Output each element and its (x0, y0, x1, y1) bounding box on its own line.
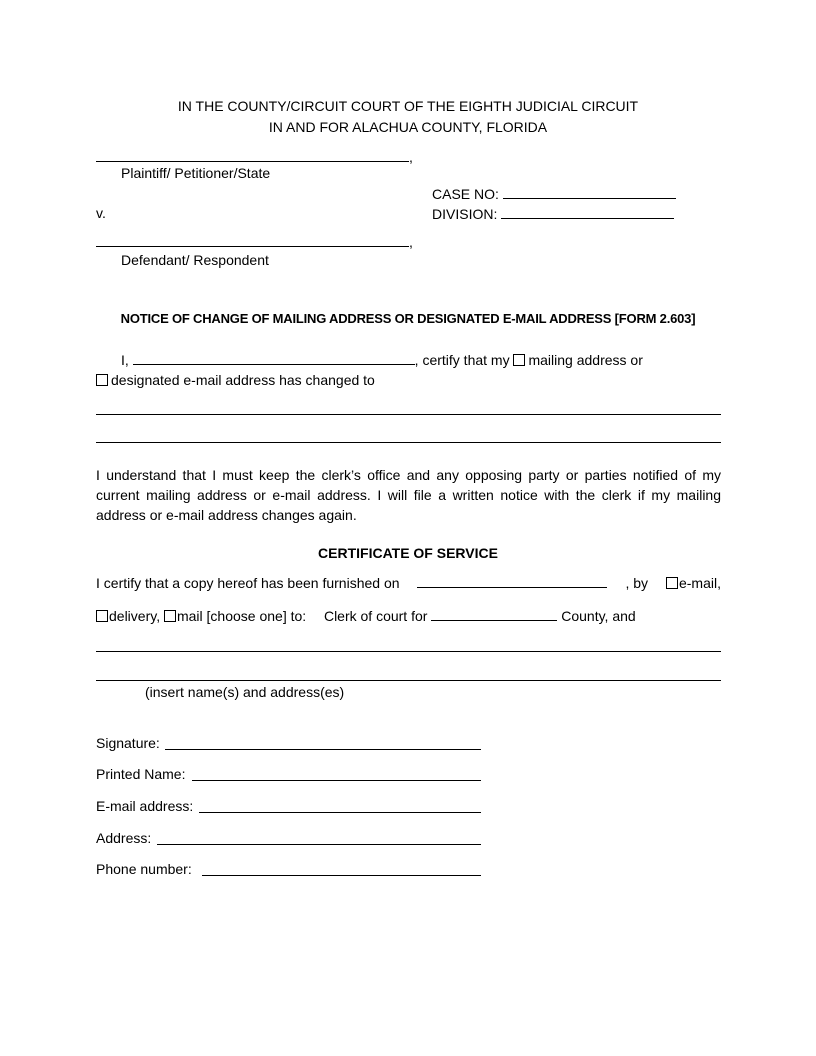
certify-middle: , certify that my (414, 352, 510, 368)
signature-line[interactable] (165, 749, 481, 750)
versus-label: v. (96, 205, 106, 221)
mailing-address-option: mailing address or (528, 352, 643, 368)
plaintiff-label: Plaintiff/ Petitioner/State (121, 165, 271, 181)
defendant-comma: , (409, 234, 413, 250)
delivery-service-option: delivery, (109, 608, 161, 624)
division-input[interactable] (501, 204, 674, 219)
certify-line (121, 350, 643, 369)
signature-label: Signature: (96, 735, 160, 751)
email-service-checkbox[interactable] (666, 577, 678, 589)
form-title: NOTICE OF CHANGE OF MAILING ADDRESS OR DESIGNATED E-MAIL ADDRESS [FORM 2.603] (120, 311, 696, 326)
address-label: Address: (96, 830, 152, 846)
certify-line-2 (96, 371, 375, 389)
defendant-label: Defendant/ Respondent (121, 252, 269, 268)
email-line[interactable] (199, 812, 481, 813)
certificate-heading: CERTIFICATE OF SERVICE (318, 545, 498, 561)
certificate-line-1 (96, 573, 721, 593)
mail-service-option: mail [choose one] to: (176, 608, 307, 624)
address-line[interactable] (157, 844, 481, 845)
defendant-name-line[interactable] (96, 246, 409, 247)
service-date-input[interactable] (417, 573, 607, 588)
certificate-line-2 (96, 606, 636, 625)
email-service-option: e-mail, (678, 575, 721, 591)
certifier-name-input[interactable] (133, 350, 415, 365)
division-field (432, 204, 674, 223)
case-no-field (432, 184, 676, 203)
case-no-input[interactable] (503, 184, 676, 199)
mail-service-checkbox[interactable] (164, 610, 176, 622)
insert-note: (insert name(s) and address(es) (145, 684, 345, 700)
court-header-line2: IN AND FOR ALACHUA COUNTY, FLORIDA (268, 119, 548, 135)
case-no-label: CASE NO: (432, 186, 499, 202)
plaintiff-name-line[interactable] (96, 161, 409, 162)
mailing-address-checkbox[interactable] (513, 354, 525, 366)
new-address-line-1[interactable] (96, 414, 721, 415)
phone-line[interactable] (202, 875, 481, 876)
county-input[interactable] (431, 606, 557, 621)
service-recipient-line-1[interactable] (96, 651, 721, 652)
printed-name-line[interactable] (192, 780, 481, 781)
plaintiff-comma: , (409, 149, 413, 165)
court-header-line1: IN THE COUNTY/CIRCUIT COURT OF THE EIGHTH JUDICIAL CIRCUIT (177, 98, 639, 114)
new-address-line-2[interactable] (96, 442, 721, 443)
printed-name-label: Printed Name: (96, 766, 186, 782)
service-recipient-line-2[interactable] (96, 680, 721, 681)
delivery-service-checkbox[interactable] (96, 610, 108, 622)
email-address-checkbox[interactable] (96, 374, 108, 386)
certify-prefix: I, (121, 352, 129, 368)
division-label: DIVISION: (432, 206, 498, 222)
certificate-by: , by (625, 575, 649, 591)
phone-label: Phone number: (96, 861, 192, 877)
email-address-option: designated e-mail address has changed to (111, 372, 375, 388)
understand-paragraph: I understand that I must keep the clerk’s office and any opposing party or parties notified of my current mailing address or e-mail address. I will file a written notice with the clerk if my mailing address or e-mail address changes again. (96, 467, 721, 523)
email-label: E-mail address: (96, 798, 194, 814)
certificate-intro: I certify that a copy hereof has been furnished on (96, 575, 400, 591)
clerk-suffix: County, and (561, 608, 636, 624)
clerk-prefix: Clerk of court for (323, 608, 428, 624)
